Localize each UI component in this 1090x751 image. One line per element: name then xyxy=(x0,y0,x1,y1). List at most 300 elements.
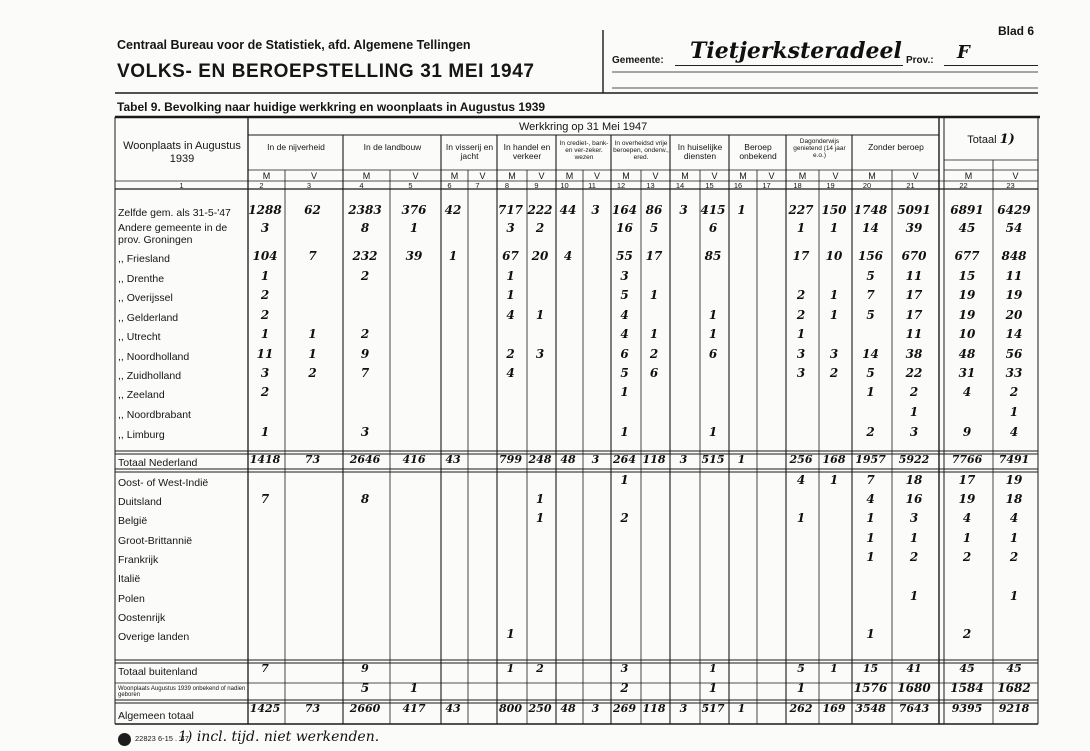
table-cell: 2 xyxy=(536,662,544,675)
table-cell: 19 xyxy=(1005,288,1023,302)
table-cell: 2 xyxy=(909,385,919,399)
table-cell: 1 xyxy=(620,385,629,399)
table-cell: 41 xyxy=(906,662,922,675)
table-cell: 3 xyxy=(591,453,600,466)
table-cell: 250 xyxy=(528,702,552,715)
table-cell: 2 xyxy=(1009,385,1019,399)
table-cell: 16 xyxy=(905,492,923,506)
row-label: België xyxy=(118,515,148,527)
table-cell: 1 xyxy=(962,531,972,545)
table-cell: 44 xyxy=(559,203,577,217)
table-cell: 376 xyxy=(401,203,427,217)
col-nijverheid: In de nijverheid xyxy=(267,142,325,152)
row-label: ,, Friesland xyxy=(118,253,170,265)
table-cell: 11 xyxy=(256,347,274,361)
table-cell: 1418 xyxy=(249,453,281,466)
table-cell: 5091 xyxy=(897,203,931,217)
table-cell: 14 xyxy=(862,221,879,235)
table-cell: 248 xyxy=(528,453,552,466)
provincie-value: F xyxy=(957,42,970,63)
table-cell: 7766 xyxy=(951,453,983,466)
table-cell: 7 xyxy=(308,249,317,263)
table-cell: 4 xyxy=(506,308,515,322)
table-cell: 1 xyxy=(708,425,718,439)
table-cell: 5 xyxy=(866,366,875,380)
table-cell: 3 xyxy=(506,221,515,235)
table-cell: 73 xyxy=(304,702,321,715)
table-cell: 1 xyxy=(448,249,458,263)
mv-header-13: V xyxy=(652,171,659,181)
table-cell: 2 xyxy=(308,366,317,380)
mv-header-9: V xyxy=(538,171,545,181)
table-cell: 3 xyxy=(679,453,688,466)
col-overheid: In overheidsd vrije beroepen, onderw., ered. xyxy=(613,140,669,161)
table-cell: 17 xyxy=(958,473,976,487)
mv-header-5: V xyxy=(412,171,419,181)
table-cell: 1576 xyxy=(853,681,888,695)
table-cell: 67 xyxy=(502,249,519,263)
table-cell: 45 xyxy=(1006,662,1022,675)
table-cell: 11 xyxy=(905,327,923,341)
table-cell: 3 xyxy=(829,347,839,361)
row-label: ,, Limburg xyxy=(118,429,165,441)
table-cell: 2383 xyxy=(348,203,382,217)
table-cell: 1 xyxy=(1009,405,1019,419)
mv-header-4: M xyxy=(362,171,371,181)
table-cell: 168 xyxy=(822,453,846,466)
table-cell: 3 xyxy=(909,511,919,525)
table-cell: 1 xyxy=(409,681,419,695)
table-cell: 2 xyxy=(535,221,545,235)
table-cell: 18 xyxy=(1005,492,1023,506)
table-cell: 1 xyxy=(796,681,806,695)
table-cell: 150 xyxy=(821,203,847,217)
row-label: Polen xyxy=(118,593,145,605)
col-index-12: 12 xyxy=(616,181,626,190)
table-cell: 19 xyxy=(1005,473,1023,487)
table-cell: 8 xyxy=(360,221,370,235)
table-cell: 7 xyxy=(261,662,269,675)
table-cell: 7491 xyxy=(998,453,1030,466)
table-cell: 232 xyxy=(352,249,378,263)
table-cell: 62 xyxy=(304,203,321,217)
table-cell: 6 xyxy=(649,366,659,380)
table-cell: 5 xyxy=(649,221,659,235)
table-cell: 4 xyxy=(1009,425,1019,439)
mv-header-16: M xyxy=(739,171,747,181)
table-cell: 1 xyxy=(506,269,515,283)
table-cell: 1 xyxy=(649,288,659,302)
provincie-underline xyxy=(944,65,1038,66)
table-cell: 19 xyxy=(958,308,976,322)
table-cell: 6891 xyxy=(950,203,984,217)
table-cell: 4 xyxy=(866,492,875,506)
table-cell: 4 xyxy=(1009,511,1019,525)
col-index-16: 16 xyxy=(733,181,743,190)
col-crediet: In crediet-, bank- en ver-zeker. wezen xyxy=(559,140,609,161)
table-cell: 1425 xyxy=(249,702,281,715)
table-cell: 9 xyxy=(361,662,369,675)
mv-header-17: V xyxy=(768,171,775,181)
table-cell: 1 xyxy=(737,203,746,217)
table-cell: 19 xyxy=(958,492,976,506)
table-cell: 1 xyxy=(535,308,545,322)
mv-header-11: V xyxy=(593,171,600,181)
table-cell: 6 xyxy=(708,221,718,235)
totaal-heading: Totaal 1) xyxy=(967,132,1015,147)
table-cell: 5 xyxy=(620,366,629,380)
col-index-17: 17 xyxy=(762,181,771,190)
table-cell: 1 xyxy=(506,288,515,302)
table-cell: 1 xyxy=(260,269,270,283)
table-cell: 517 xyxy=(701,702,725,715)
row-label: Italië xyxy=(118,573,141,585)
table-cell: 7 xyxy=(866,473,875,487)
table-title: Tabel 9. Bevolking naar huidige werkkring en woonplaats in Augustus 1939 xyxy=(117,100,546,114)
table-cell: 256 xyxy=(789,453,813,466)
table-cell: 848 xyxy=(1001,249,1027,263)
table-cell: 1 xyxy=(909,531,919,545)
row-label: ,, Noordbrabant xyxy=(118,409,191,421)
table-cell: 31 xyxy=(958,366,976,380)
table-cell: 1 xyxy=(796,327,806,341)
col-beroep-onbekend: Beroep onbekend xyxy=(739,142,777,162)
mv-header-12: M xyxy=(622,171,630,181)
table-cell: 2 xyxy=(360,269,370,283)
table-cell: 1 xyxy=(1009,531,1019,545)
table-cell: 20 xyxy=(1005,308,1023,322)
table-cell: 5922 xyxy=(898,453,930,466)
col-index-14: 14 xyxy=(675,181,685,190)
gemeente-value: Tietjerksteradeel xyxy=(690,38,902,64)
col-zonder-beroep: Zonder beroep xyxy=(868,142,924,152)
row-label: ,, Gelderland xyxy=(118,312,179,324)
table-cell: 6 xyxy=(708,347,718,361)
census-title: VOLKS- EN BEROEPSTELLING 31 MEI 1947 xyxy=(117,61,535,82)
table-cell: 7 xyxy=(360,366,370,380)
row-label: Zelfde gem. als 31-5-'47 xyxy=(118,207,231,219)
table-cell: 169 xyxy=(822,702,846,715)
table-cell: 5 xyxy=(620,288,629,302)
table-cell: 3 xyxy=(591,702,600,715)
row-label: ,, Utrecht xyxy=(118,331,161,343)
table-cell: 9 xyxy=(962,425,972,439)
table-cell: 4 xyxy=(506,366,515,380)
table-cell: 3 xyxy=(591,203,600,217)
table-cell: 2 xyxy=(260,385,270,399)
table-cell: 18 xyxy=(905,473,923,487)
table-cell: 3 xyxy=(535,347,545,361)
table-cell: 1 xyxy=(829,288,839,302)
footnote: 1) incl. tijd. niet werkenden. xyxy=(178,729,380,745)
table-cell: 2 xyxy=(796,308,806,322)
table-cell: 104 xyxy=(252,249,278,263)
table-cell: 3 xyxy=(360,425,370,439)
row-label: Woonplaats Augustus 1939 onbekend of nadien geboren xyxy=(118,686,246,699)
col-index-22: 22 xyxy=(959,181,968,190)
mv-header-15: V xyxy=(711,171,718,181)
table-cell: 2 xyxy=(796,288,806,302)
table-cell: 1 xyxy=(506,627,515,641)
table-cell: 3 xyxy=(260,366,270,380)
row-label: Oostenrijk xyxy=(118,612,166,624)
table-cell: 4 xyxy=(962,385,972,399)
table-cell: 11 xyxy=(1005,269,1023,283)
blad-label: Blad 6 xyxy=(998,24,1035,38)
table-cell: 4 xyxy=(563,249,573,263)
table-cell: 1 xyxy=(830,662,838,675)
table-cell: 2 xyxy=(506,347,515,361)
col-huiselijke: In huiselijke diensten xyxy=(677,142,723,162)
col-visserij: In visserij en jacht xyxy=(445,142,494,162)
table-cell: 1 xyxy=(829,221,839,235)
table-cell: 269 xyxy=(613,702,636,715)
row-label: ,, Overijssel xyxy=(118,292,173,304)
table-cell: 1 xyxy=(409,221,419,235)
table-cell: 1 xyxy=(866,627,875,641)
table-cell: 4 xyxy=(796,473,806,487)
col-index-21: 21 xyxy=(906,181,915,190)
table-cell: 1 xyxy=(1009,589,1019,603)
table-cell: 7 xyxy=(260,492,270,506)
table-cell: 1957 xyxy=(855,453,886,466)
table-cell: 2 xyxy=(962,627,972,641)
table-cell: 1 xyxy=(708,308,718,322)
table-cell: 677 xyxy=(954,249,980,263)
gemeente-underline xyxy=(675,65,903,66)
table-cell: 42 xyxy=(444,203,462,217)
table-cell: 1288 xyxy=(248,203,282,217)
col-landbouw: In de landbouw xyxy=(363,142,422,152)
row-label: Andere gemeente in de prov. Groningen xyxy=(118,222,228,247)
table-cell: 118 xyxy=(642,453,666,466)
table-cell: 5 xyxy=(360,681,370,695)
table-cell: 2 xyxy=(829,366,839,380)
table-cell: 10 xyxy=(958,327,976,341)
table-cell: 54 xyxy=(1005,221,1023,235)
table-cell: 1584 xyxy=(950,681,984,695)
col-index-11: 11 xyxy=(588,181,596,190)
col-index-4: 4 xyxy=(359,181,364,190)
table-cell: 415 xyxy=(700,203,726,217)
table-cell: 10 xyxy=(825,249,843,263)
table-cell: 17 xyxy=(792,249,810,263)
mv-header-10: M xyxy=(565,171,574,181)
mv-header-7: V xyxy=(479,171,486,181)
table-cell: 2 xyxy=(620,681,629,695)
table-cell: 56 xyxy=(1005,347,1023,361)
table-cell: 45 xyxy=(958,221,976,235)
table-cell: 799 xyxy=(499,453,522,466)
row-label: ,, Noordholland xyxy=(118,351,190,363)
table-cell: 3 xyxy=(620,662,629,675)
col-handel: In handel en verkeer xyxy=(503,142,551,162)
table-cell: 118 xyxy=(642,702,666,715)
table-cell: 1 xyxy=(506,662,515,675)
table-cell: 48 xyxy=(560,453,576,466)
table-cell: 227 xyxy=(788,203,814,217)
row-label: Oost- of West-Indië xyxy=(118,477,209,489)
mv-header-20: M xyxy=(868,171,876,181)
table-cell: 264 xyxy=(613,453,636,466)
table-cell: 1 xyxy=(649,327,659,341)
table-cell: 1 xyxy=(308,327,317,341)
table-cell: 1 xyxy=(737,453,746,466)
col-index-6: 6 xyxy=(447,181,452,190)
row-label: Frankrijk xyxy=(118,554,159,566)
table-cell: 1 xyxy=(535,492,545,506)
table-cell: 55 xyxy=(616,249,633,263)
table-cell: 5 xyxy=(866,269,875,283)
table-cell: 416 xyxy=(402,453,426,466)
table-cell: 17 xyxy=(905,308,923,322)
table-cell: 1 xyxy=(620,473,629,487)
table-cell: 2646 xyxy=(349,453,381,466)
mv-header-23: V xyxy=(1012,171,1019,181)
table-cell: 2 xyxy=(962,550,972,564)
table-cell: 14 xyxy=(862,347,879,361)
col-index-3: 3 xyxy=(306,181,312,190)
table-cell: 2 xyxy=(360,327,370,341)
row-label: Overige landen xyxy=(118,631,190,643)
col-index-2: 2 xyxy=(259,181,264,190)
table-cell: 1 xyxy=(866,550,875,564)
table-cell: 2 xyxy=(260,308,270,322)
table-cell: 7643 xyxy=(898,702,930,715)
table-cell: 800 xyxy=(499,702,522,715)
col-index-5: 5 xyxy=(408,181,413,190)
table-cell: 670 xyxy=(901,249,927,263)
row-label: Totaal buitenland xyxy=(118,666,198,678)
provincie-label: Prov.: xyxy=(906,55,934,66)
table-cell: 43 xyxy=(445,702,461,715)
table-cell: 86 xyxy=(645,203,663,217)
table-cell: 15 xyxy=(958,269,976,283)
row-label: ,, Drenthe xyxy=(118,273,165,285)
table-cell: 43 xyxy=(445,453,461,466)
col-index-8: 8 xyxy=(504,181,510,190)
row-label: ,, Zeeland xyxy=(118,389,165,401)
mv-header-2: M xyxy=(262,171,271,181)
table-cell: 1682 xyxy=(997,681,1031,695)
table-cell: 1 xyxy=(866,511,875,525)
table-cell: 4 xyxy=(620,327,629,341)
table-cell: 1 xyxy=(260,327,270,341)
table-cell: 1 xyxy=(909,405,919,419)
table-cell: 3 xyxy=(796,347,806,361)
row-label: Algemeen totaal xyxy=(118,710,194,722)
table-cell: 8 xyxy=(360,492,370,506)
table-cell: 5 xyxy=(866,308,875,322)
table-cell: 6429 xyxy=(997,203,1031,217)
table-cell: 1 xyxy=(535,511,545,525)
table-cell: 262 xyxy=(789,702,813,715)
table-cell: 14 xyxy=(1005,327,1023,341)
table-cell: 2 xyxy=(260,288,270,302)
mv-header-19: V xyxy=(832,171,839,181)
table-cell: 2 xyxy=(866,425,875,439)
table-cell: 4 xyxy=(620,308,629,322)
table-cell: 2 xyxy=(1009,550,1019,564)
table-cell: 1680 xyxy=(897,681,931,695)
table-cell: 11 xyxy=(905,269,923,283)
table-cell: 1 xyxy=(866,385,875,399)
col-index-20: 20 xyxy=(862,181,872,190)
table-cell: 3 xyxy=(620,269,629,283)
table-cell: 2660 xyxy=(349,702,381,715)
table-cell: 156 xyxy=(857,249,884,263)
col-index-1: 1 xyxy=(179,181,184,190)
table-cell: 17 xyxy=(905,288,923,302)
row-label: Groot-Brittannië xyxy=(118,535,193,547)
table-cell: 1 xyxy=(866,531,875,545)
col-dagonderwijs: Dagonderwijs genietend (14 jaar e.o.) xyxy=(793,138,846,159)
table-cell: 2 xyxy=(649,347,659,361)
mv-header-18: M xyxy=(798,171,807,181)
table-cell: 15 xyxy=(862,662,879,675)
table-cell: 4 xyxy=(962,511,972,525)
table-cell: 3548 xyxy=(855,702,886,715)
table-cell: 1 xyxy=(829,473,839,487)
table-cell: 6 xyxy=(620,347,629,361)
col-index-23: 23 xyxy=(1006,181,1015,190)
table-cell: 717 xyxy=(497,203,524,217)
table-cell: 515 xyxy=(701,453,725,466)
table-cell: 1 xyxy=(260,425,270,439)
table-cell: 3 xyxy=(260,221,270,235)
table-cell: 17 xyxy=(645,249,663,263)
table-cell: 164 xyxy=(611,203,638,217)
col-index-7: 7 xyxy=(475,181,480,190)
table-cell: 1 xyxy=(737,702,746,715)
table-cell: 48 xyxy=(958,347,976,361)
table-cell: 1 xyxy=(620,425,629,439)
table-cell: 1 xyxy=(796,221,806,235)
table-cell: 1748 xyxy=(853,203,888,217)
mv-header-22: M xyxy=(964,171,973,181)
table-cell: 73 xyxy=(304,453,321,466)
werkkring-heading: Werkkring op 31 Mei 1947 xyxy=(519,121,648,133)
mv-header-3: V xyxy=(310,171,317,181)
mv-header-14: M xyxy=(681,171,689,181)
table-cell: 38 xyxy=(905,347,923,361)
table-cell: 45 xyxy=(959,662,975,675)
table-cell: 5 xyxy=(797,662,805,675)
print-badge xyxy=(118,733,131,746)
table-cell: 2 xyxy=(909,550,919,564)
col-index-19: 19 xyxy=(826,181,835,190)
table-cell: 20 xyxy=(531,249,549,263)
row-label: Totaal Nederland xyxy=(118,457,198,469)
table-cell: 1 xyxy=(909,589,919,603)
table-cell: 48 xyxy=(560,702,576,715)
table-cell: 1 xyxy=(709,662,717,675)
table-cell: 7 xyxy=(866,288,875,302)
col-index-9: 9 xyxy=(534,181,539,190)
table-cell: 1 xyxy=(796,511,806,525)
table-cell: 33 xyxy=(1005,366,1023,380)
mv-header-21: V xyxy=(912,171,919,181)
table-cell: 3 xyxy=(679,702,688,715)
col-index-10: 10 xyxy=(560,181,569,190)
table-cell: 3 xyxy=(909,425,919,439)
table-cell: 9218 xyxy=(998,702,1030,715)
table-cell: 9395 xyxy=(951,702,983,715)
row-label: Duitsland xyxy=(118,496,162,508)
table-cell: 16 xyxy=(616,221,633,235)
table-cell: 222 xyxy=(527,203,553,217)
table-cell: 85 xyxy=(704,249,722,263)
